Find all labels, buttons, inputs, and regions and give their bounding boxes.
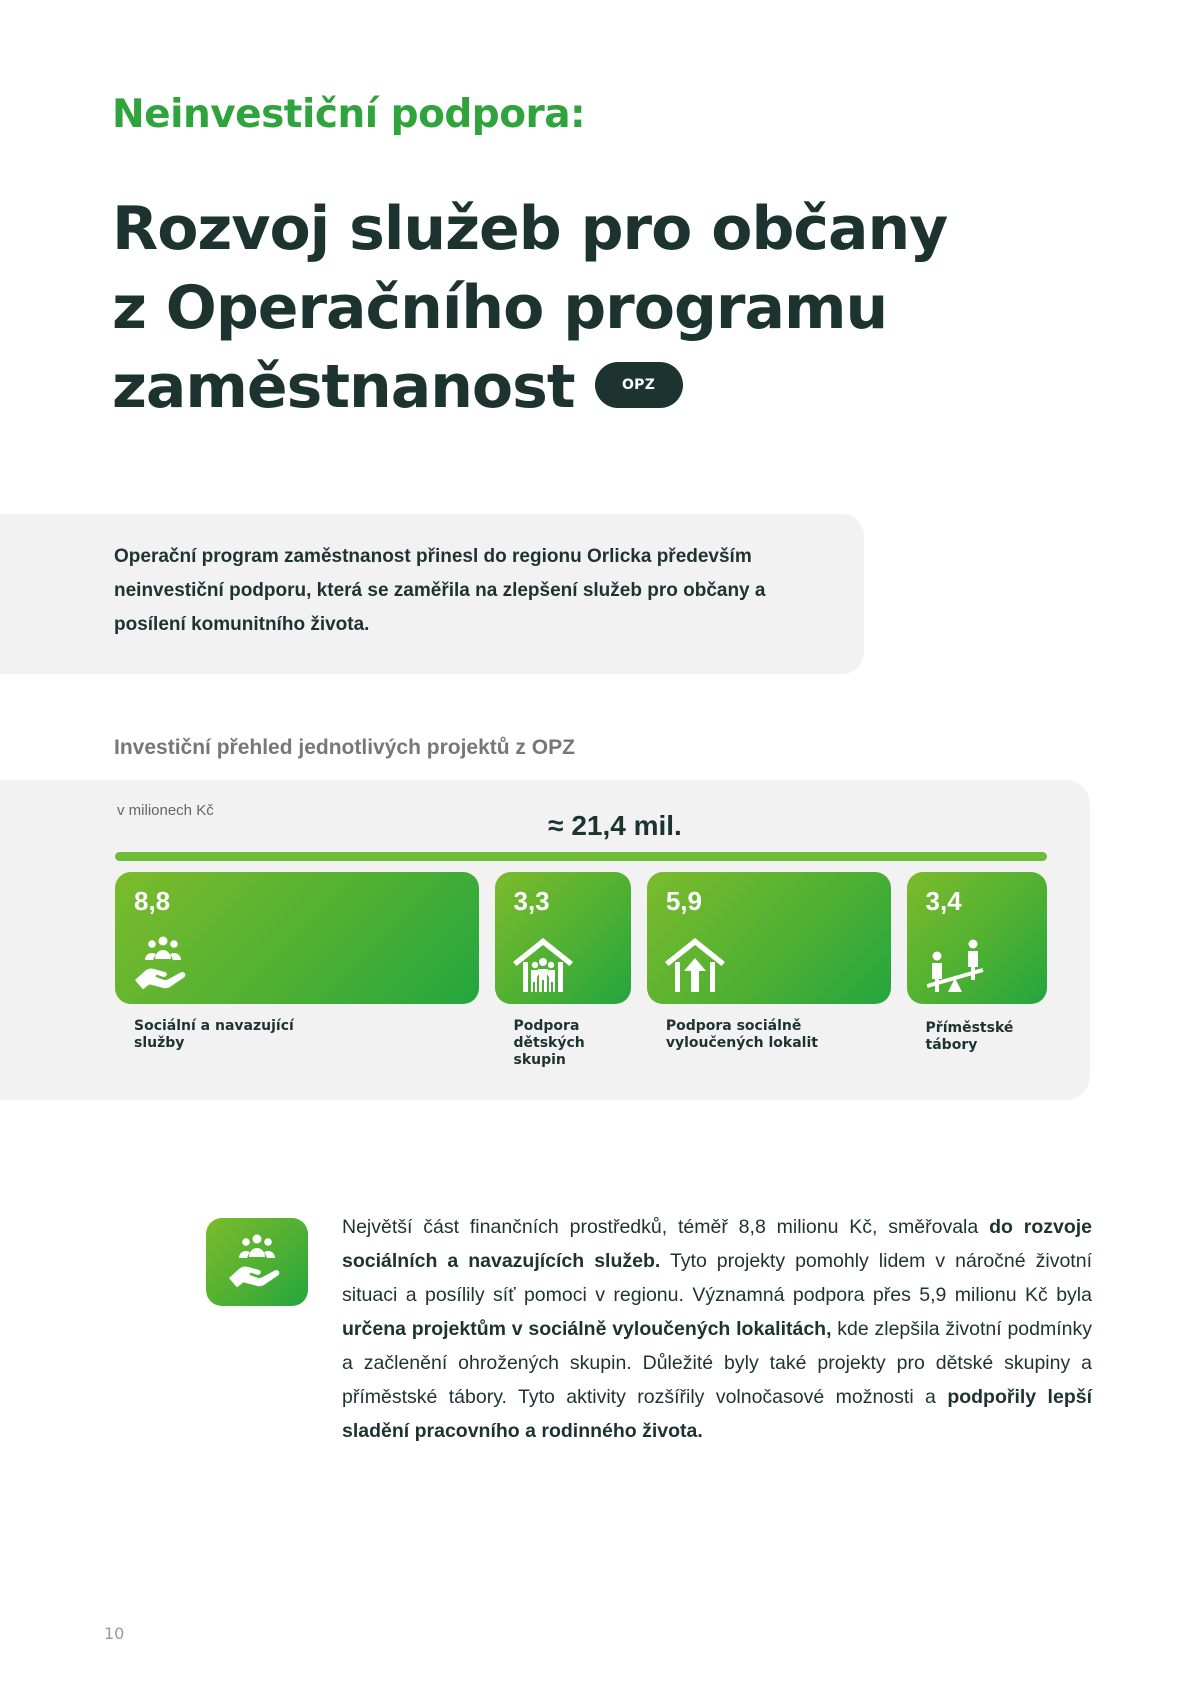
chart-bar-tile — [647, 872, 891, 1004]
chart-category-label: Podpora dětských skupin — [513, 1018, 585, 1068]
page-title — [112, 190, 948, 427]
house-arrow-up-icon — [663, 932, 727, 996]
helping-hand-people-icon — [223, 1230, 291, 1294]
body-run: Tyto projekty pomohly lidem v náročné životní situaci a posílily síť pomoci v regionu. Významná podpora přes 5,9 milionu Kč byla — [342, 1250, 1092, 1306]
chart-value-label: 5,9 — [665, 886, 702, 916]
program-badge: OPZ — [595, 362, 683, 408]
page-number: 10 — [104, 1624, 125, 1643]
title-line-3-text: zaměstnanost — [112, 352, 575, 422]
title-line-2: z Operačního programu — [112, 273, 888, 343]
chart-value-label: 3,4 — [925, 886, 962, 916]
title-line-1: Rozvoj služeb pro občany — [112, 194, 948, 264]
feature-icon-tile — [206, 1218, 308, 1306]
chart-category-label: Příměstské tábory — [925, 1020, 1014, 1053]
body-emphasis: podpořily lepší sladění pracovního a rodinného života. — [342, 1386, 1092, 1442]
house-family-icon — [511, 932, 575, 996]
title-line-3 — [112, 348, 912, 427]
chart-bar-tile — [115, 872, 479, 1004]
intro-text: Operační program zaměstnanost přinesl do regionu Orlicka především neinvestiční podporu, která se zaměřila na zlepšení služeb pro občany a posílení komunitního života. — [114, 546, 766, 635]
section-kicker: Neinvestiční podpora: — [112, 92, 586, 137]
chart-value-label: 8,8 — [134, 886, 171, 916]
chart-category-label: Podpora sociálně vyloučených lokalit — [665, 1018, 818, 1051]
body-emphasis: určena projektům v sociálně vyloučených lokalitách, — [342, 1318, 832, 1340]
chart-total-bar — [115, 852, 1047, 861]
chart-category-label: Sociální a navazující služby — [134, 1018, 294, 1051]
seesaw-children-icon — [923, 932, 987, 996]
chart-title: Investiční přehled jednotlivých projektů z OPZ — [114, 736, 575, 759]
chart-value-label: 3,3 — [513, 886, 550, 916]
body-emphasis: do rozvoje sociálních a navazujících služeb. — [342, 1216, 1092, 1272]
helping-hand-people-icon — [131, 932, 195, 996]
chart-unit-label: v milionech Kč — [117, 802, 214, 819]
chart-bar-tile — [495, 872, 631, 1004]
body-run: Největší část finančních prostředků, téměř 8,8 milionu Kč, směřovala — [342, 1216, 990, 1238]
body-run: kde zlepšila životní podmínky a začlenění ohrožených skupin. Důležité byly také projekty pro dětské skupiny a příměstské tábory. Tyto aktivity rozšířily volnočasové možnosti a — [342, 1318, 1092, 1408]
chart-bar-tile — [907, 872, 1047, 1004]
chart-total-label: ≈ 21,4 mil. — [548, 810, 682, 841]
body-paragraph — [342, 1210, 1092, 1448]
